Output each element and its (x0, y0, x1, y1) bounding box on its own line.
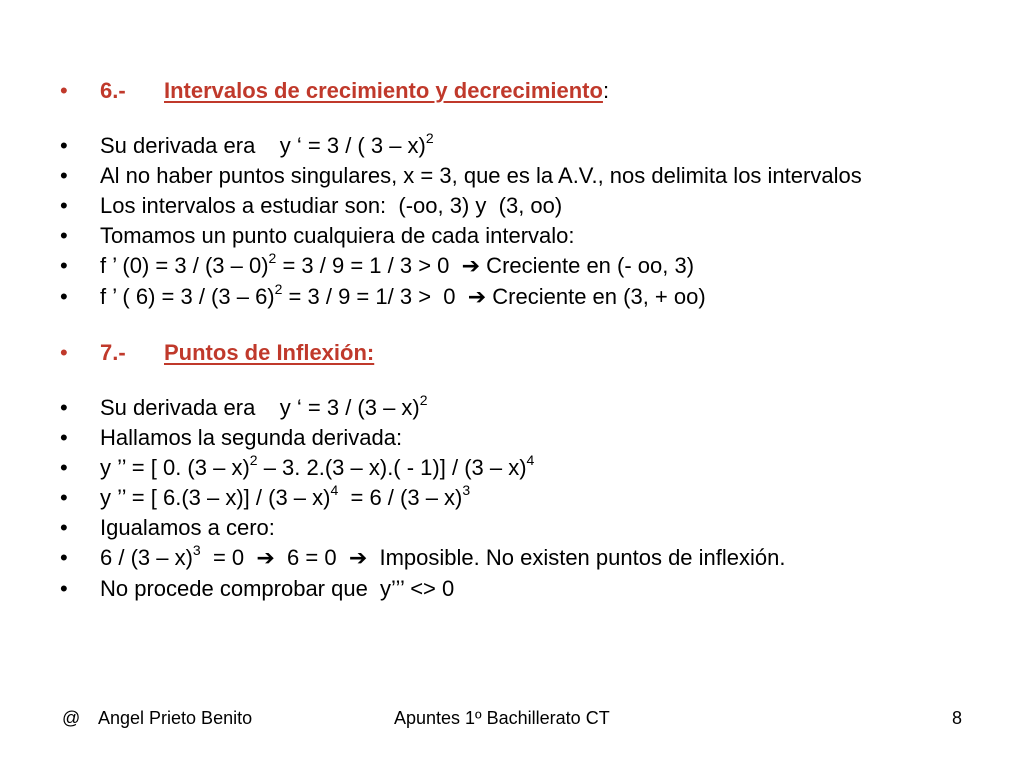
exponent: 2 (268, 249, 277, 266)
list-item (60, 193, 960, 218)
list-item (60, 163, 960, 188)
author-name: Angel Prieto Benito (98, 708, 253, 728)
second-derivative-step-b: – 3. 2.(3 – x).( - 1)] / (3 – x) (257, 455, 527, 480)
third-derivative-text: No procede comprobar que y’’’ <> 0 (100, 576, 455, 601)
eval-zero-b: = 3 / 9 = 1 / 3 > 0 (276, 253, 462, 278)
list-item (60, 129, 960, 158)
bullet-marker: • (60, 576, 68, 601)
bullet-marker: • (60, 133, 68, 158)
exponent: 2 (419, 391, 428, 408)
section-7-title (100, 340, 374, 365)
impossible-a: 6 / (3 – x) (100, 545, 193, 570)
section-6-heading (60, 78, 960, 103)
list-item (60, 576, 960, 601)
derivative-text: Su derivada era y ‘ = 3 / (3 – x) (100, 395, 420, 420)
bullet-marker: • (60, 395, 68, 420)
arrow-right-icon: ➔ (348, 546, 368, 571)
list-item (60, 515, 960, 540)
list-item (60, 391, 960, 420)
bullet-marker: • (60, 223, 68, 248)
eval-six-a: f ’ ( 6) = 3 / (3 – 6) (100, 284, 275, 309)
list-item (60, 425, 960, 450)
eval-six-b: = 3 / 9 = 1/ 3 > 0 (282, 284, 468, 309)
arrow-right-icon: ➔ (467, 285, 487, 310)
eval-zero-c: Creciente en (- oo, 3) (480, 253, 695, 278)
section-7-title-text: Puntos de Inflexión: (164, 340, 375, 365)
section-6-title (100, 78, 603, 103)
second-derivative-simplified-b: = 6 / (3 – x) (338, 485, 463, 510)
list-item (60, 223, 960, 248)
second-derivative-simplified-a: y ’’ = [ 6.(3 – x)] / (3 – x) (100, 485, 331, 510)
bullet-marker: • (60, 340, 68, 365)
exponent: 2 (249, 451, 258, 468)
arrow-right-icon: ➔ (256, 546, 275, 571)
exponent: 2 (274, 280, 283, 297)
eval-six-c: Creciente en (3, + oo) (486, 284, 706, 309)
bullet-marker: • (60, 253, 68, 278)
footer (0, 708, 1024, 732)
footer-course: Apuntes 1º Bachillerato CT (394, 708, 610, 728)
exponent: 3 (462, 481, 471, 498)
eval-zero-a: f ’ (0) = 3 / (3 – 0) (100, 253, 269, 278)
list-item (60, 451, 960, 480)
take-point-text: Tomamos un punto cualquiera de cada intervalo: (100, 223, 575, 248)
list-item (60, 481, 960, 510)
impossible-d: Imposible. No existen puntos de inflexión. (367, 545, 786, 570)
list-item (60, 249, 960, 279)
bullet-marker: • (60, 545, 68, 570)
section-6-title-text: Intervalos de crecimiento y decrecimiento (164, 78, 603, 103)
exponent: 2 (425, 129, 434, 146)
exponent: 4 (526, 451, 535, 468)
footer-author (62, 708, 252, 729)
bullet-marker: • (60, 163, 68, 188)
list-item (60, 280, 960, 310)
exponent: 4 (330, 481, 339, 498)
exponent: 3 (192, 541, 201, 558)
arrow-right-icon: ➔ (461, 254, 481, 279)
section-6-colon: : (602, 78, 610, 103)
equal-zero-text: Igualamos a cero: (100, 515, 275, 540)
singular-points-text: Al no haber puntos singulares, x = 3, que es la A.V., nos delimita los intervalos (100, 163, 862, 188)
at-icon: @ (62, 708, 81, 728)
section-7-heading (60, 340, 960, 365)
section-7-number: 7.- (100, 340, 126, 365)
bullet-list (60, 78, 960, 606)
bullet-marker: • (60, 455, 68, 480)
bullet-marker: • (60, 425, 68, 450)
impossible-c: 6 = 0 (274, 545, 349, 570)
intervals-text: Los intervalos a estudiar son: (-oo, 3) y (3, oo) (100, 193, 563, 218)
page-number: 8 (952, 708, 963, 728)
section-6-number: 6.- (100, 78, 126, 103)
derivative-text: Su derivada era y ‘ = 3 / ( 3 – x) (100, 133, 426, 158)
bullet-marker: • (60, 515, 68, 540)
bullet-marker: • (60, 78, 68, 103)
list-item (60, 541, 960, 571)
bullet-marker: • (60, 284, 68, 309)
bullet-marker: • (60, 485, 68, 510)
bullet-marker: • (60, 193, 68, 218)
impossible-b: = 0 (200, 545, 257, 570)
second-derivative-text: Hallamos la segunda derivada: (100, 425, 403, 450)
second-derivative-step-a: y ’’ = [ 0. (3 – x) (100, 455, 250, 480)
